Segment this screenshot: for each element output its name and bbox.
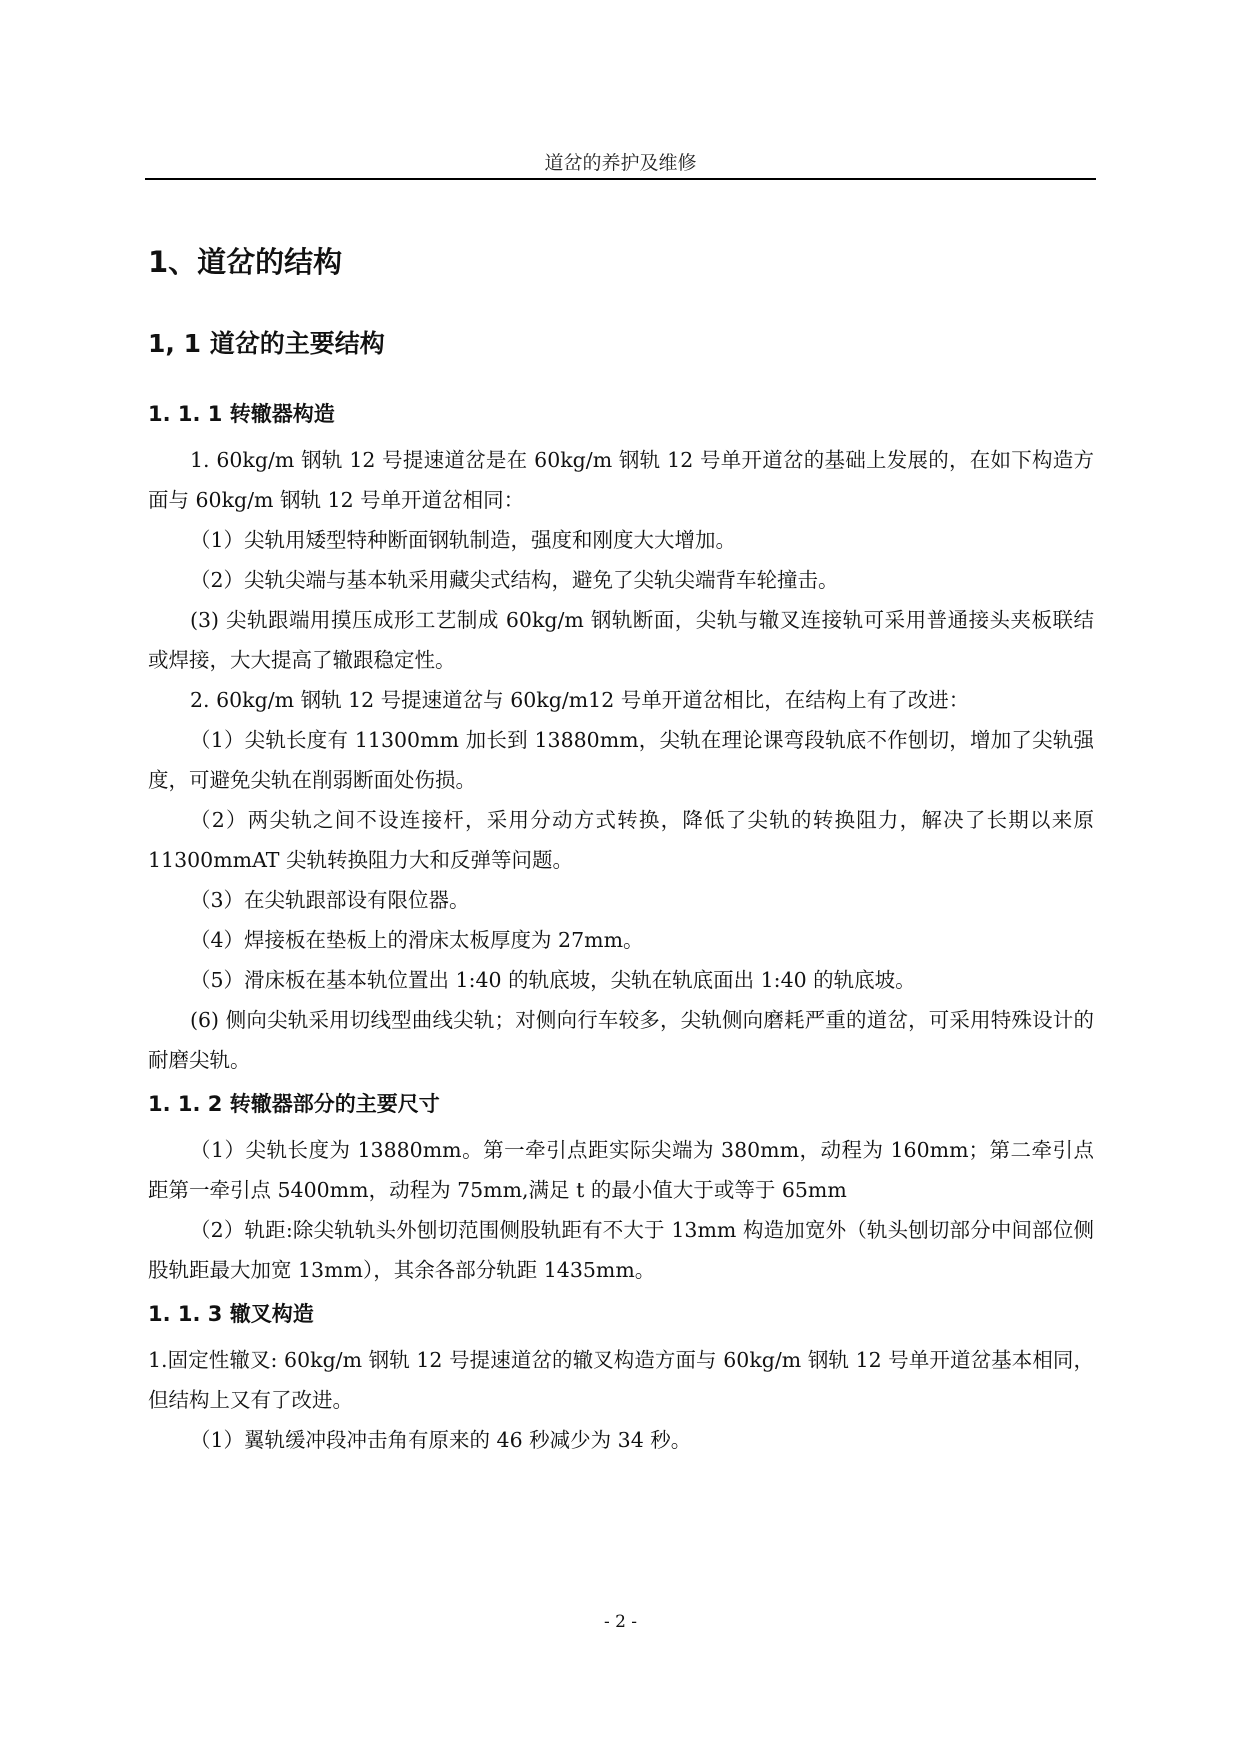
- paragraph: （2）两尖轨之间不设连接杆，采用分动方式转换，降低了尖轨的转换阻力，解决了长期以来原 11300mmAT 尖轨转换阻力大和反弹等问题。: [148, 808, 1094, 872]
- section-heading-1-1-2: 1. 1. 2 转辙器部分的主要尺寸: [148, 1092, 440, 1116]
- paragraph: （5）滑床板在基本轨位置出 1:40 的轨底坡，尖轨在轨底面出 1:40 的轨底坡。: [190, 968, 916, 992]
- paragraph: 2. 60kg/m 钢轨 12 号提速道岔与 60kg/m12 号单开道岔相比，在结构上有了改进：: [190, 688, 970, 712]
- paragraph: （1）翼轨缓冲段冲击角有原来的 46 秒减少为 34 秒。: [190, 1428, 692, 1452]
- paragraph: （1）尖轨用矮型特种断面钢轨制造，强度和刚度大大增加。: [190, 528, 737, 552]
- paragraph: （1）尖轨长度有 11300mm 加长到 13880mm，尖轨在理论课弯段轨底不作刨切，增加了尖轨强度，可避免尖轨在削弱断面处伤损。: [148, 728, 1094, 792]
- section-heading-1-1: 1, 1 道岔的主要结构: [148, 329, 385, 358]
- paragraph: 1. 60kg/m 钢轨 12 号提速道岔是在 60kg/m 钢轨 12 号单开道岔的基础上发展的，在如下构造方面与 60kg/m 钢轨 12 号单开道岔相同：: [148, 448, 1094, 512]
- section-heading-1-1-3: 1. 1. 3 辙叉构造: [148, 1302, 314, 1326]
- body-flow: [148, 398, 1094, 1460]
- paragraph: （3）在尖轨跟部设有限位器。: [190, 888, 470, 912]
- paragraph: (3) 尖轨跟端用摸压成形工艺制成 60kg/m 钢轨断面，尖轨与辙叉连接轨可采用普通接头夹板联结或焊接，大大提高了辙跟稳定性。: [148, 608, 1094, 672]
- paragraph: (6) 侧向尖轨采用切线型曲线尖轨；对侧向行车较多，尖轨侧向磨耗严重的道岔，可采用特殊设计的耐磨尖轨。: [148, 1008, 1094, 1072]
- page-header-title: 道岔的养护及维修: [544, 152, 697, 174]
- paragraph: （2）轨距:除尖轨轨头外刨切范围侧股轨距有不大于 13mm 构造加宽外（轨头刨切部分中间部位侧股轨距最大加宽 13mm），其余各部分轨距 1435mm。: [148, 1218, 1094, 1282]
- page-number: - 2 -: [603, 1612, 638, 1632]
- section-heading-1-1-1: 1. 1. 1 转辙器构造: [148, 402, 335, 426]
- paragraph: （2）尖轨尖端与基本轨采用藏尖式结构，避免了尖轨尖端背车轮撞击。: [190, 568, 839, 592]
- header-divider: [145, 178, 1096, 180]
- section-heading-1: 1、道岔的结构: [148, 245, 343, 279]
- paragraph: （4）焊接板在垫板上的滑床太板厚度为 27mm。: [190, 928, 644, 952]
- paragraph: （1）尖轨长度为 13880mm。第一牵引点距实际尖端为 380mm，动程为 160mm；第二牵引点距第一牵引点 5400mm，动程为 75mm,满足 t 的最小值大于或等于 65mm: [148, 1138, 1094, 1202]
- paragraph: 1.固定性辙叉: 60kg/m 钢轨 12 号提速道岔的辙叉构造方面与 60kg/m 钢轨 12 号单开道岔基本相同，但结构上又有了改进。: [148, 1348, 1094, 1412]
